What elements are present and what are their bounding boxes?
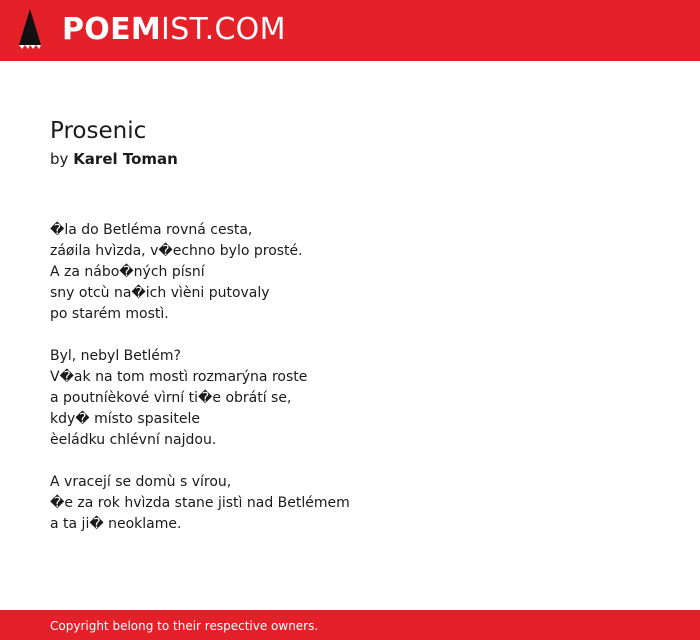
copyright-notice: Copyright belong to their respective owners. <box>50 619 319 633</box>
poem-line: �e za rok hvìzda stane jistì nad Betlémem <box>50 495 350 511</box>
stanza-break <box>50 451 650 472</box>
by-label: by <box>50 150 69 168</box>
poem-line: sny otcù na�ich vìèni putovaly <box>50 285 270 301</box>
poem-line: a poutníèkové vìrní ti�e obrátí se, <box>50 390 292 406</box>
poem-line: Byl, nebyl Betlém? <box>50 348 181 364</box>
poem-body <box>50 220 650 535</box>
poem-line: A vracejí se domù s vírou, <box>50 474 232 490</box>
poem-line: a ta ji� neoklame. <box>50 516 182 532</box>
poem-line: kdy� místo spasitele <box>50 411 200 427</box>
poem-line: �la do Betléma rovná cesta, <box>50 222 253 238</box>
brand-light: IST.COM <box>161 12 286 47</box>
brand-bold: POEM <box>62 12 162 47</box>
pencil-tip-icon <box>17 9 43 53</box>
poem-line: A za nábo�ných písní <box>50 264 205 280</box>
poem-line: èeládku chlévní najdou. <box>50 432 217 448</box>
poem-line: po starém mostì. <box>50 306 169 322</box>
byline <box>50 150 178 168</box>
poem-title: Prosenic <box>50 118 147 144</box>
site-brand <box>62 13 286 47</box>
site-footer <box>0 610 700 640</box>
poem-line: V�ak na tom mostì rozmarýna roste <box>50 369 308 385</box>
poem-line: záøila hvìzda, v�echno bylo prosté. <box>50 243 303 259</box>
author-link[interactable]: Karel Toman <box>73 150 178 168</box>
site-header <box>0 0 700 61</box>
stanza-break <box>50 325 650 346</box>
